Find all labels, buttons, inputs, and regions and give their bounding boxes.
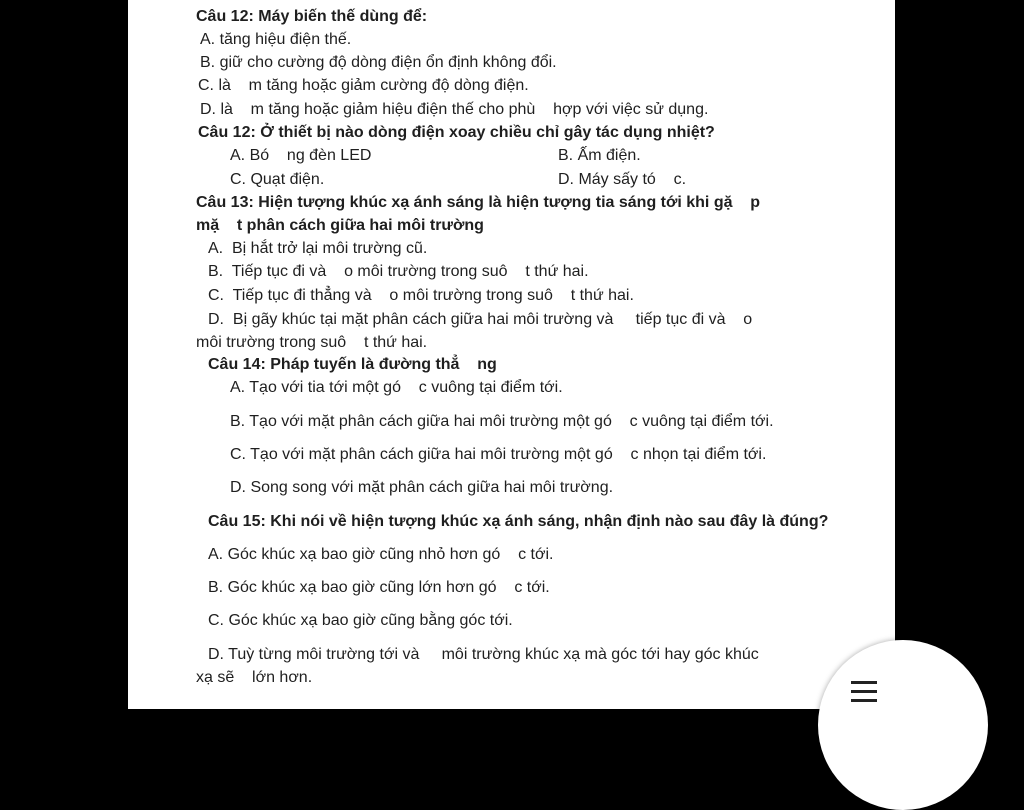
q14-option-a: A. Tạo với tia tới một gó c vuông tại điểm tới. xyxy=(230,379,563,396)
q12b-option-a: A. Bó ng đèn LED xyxy=(230,147,372,164)
q14-option-b: B. Tạo với mặt phân cách giữa hai môi trường một gó c vuông tại điểm tới. xyxy=(230,413,774,430)
document-page xyxy=(128,0,895,709)
q15-option-a: A. Góc khúc xạ bao giờ cũng nhỏ hơn gó c tới. xyxy=(208,546,554,563)
q13-option-b: B. Tiếp tục đi và o môi trường trong suô t thứ hai. xyxy=(208,263,589,280)
q15-option-c: C. Góc khúc xạ bao giờ cũng bằng góc tới. xyxy=(208,612,513,629)
q12-option-c: C. là m tăng hoặc giảm cường độ dòng điện. xyxy=(198,77,529,94)
q12b-option-c: C. Quạt điện. xyxy=(230,171,325,188)
question-12b-title: Câu 12: Ở thiết bị nào dòng điện xoay chiều chỉ gây tác dụng nhiệt? xyxy=(198,124,715,141)
q15-option-d-cont: xạ sẽ lớn hơn. xyxy=(196,669,313,686)
menu-button[interactable] xyxy=(818,640,988,810)
q15-option-b: B. Góc khúc xạ bao giờ cũng lớn hơn gó c tới. xyxy=(208,579,550,596)
q13-option-d: D. Bị gãy khúc tại mặt phân cách giữa hai môi trường và tiếp tục đi và o xyxy=(208,311,753,328)
question-15-title: Câu 15: Khi nói về hiện tượng khúc xạ ánh sáng, nhận định nào sau đây là đúng? xyxy=(208,513,829,530)
q14-option-c: C. Tạo với mặt phân cách giữa hai môi trường một gó c nhọn tại điểm tới. xyxy=(230,446,767,463)
q12-option-a: A. tăng hiệu điện thế. xyxy=(200,31,352,48)
q13-option-d-cont: môi trường trong suô t thứ hai. xyxy=(196,334,428,351)
question-13-title-cont: mặ t phân cách giữa hai môi trường xyxy=(196,217,484,234)
menu-icon[interactable] xyxy=(851,681,877,703)
q13-option-c: C. Tiếp tục đi thẳng và o môi trường trong suô t thứ hai. xyxy=(208,287,634,304)
q12-option-b: B. giữ cho cường độ dòng điện ổn định không đổi. xyxy=(200,54,557,71)
q14-option-d: D. Song song với mặt phân cách giữa hai môi trường. xyxy=(230,479,614,496)
q15-option-d: D. Tuỳ từng môi trường tới và môi trường khúc xạ mà góc tới hay góc khúc xyxy=(208,646,759,663)
question-13-title: Câu 13: Hiện tượng khúc xạ ánh sáng là hiện tượng tia sáng tới khi gặ p xyxy=(196,194,761,211)
q13-option-a: A. Bị hắt trở lại môi trường cũ. xyxy=(208,240,428,257)
q12b-option-d: D. Máy sấy tó c. xyxy=(558,171,687,188)
q12b-option-b: B. Ấm điện. xyxy=(558,147,641,164)
question-12-title: Câu 12: Máy biến thế dùng để: xyxy=(196,8,428,25)
question-14-title: Câu 14: Pháp tuyến là đường thẳ ng xyxy=(208,356,497,373)
q12-option-d: D. là m tăng hoặc giảm hiệu điện thế cho phù hợp với việc sử dụng. xyxy=(200,101,709,118)
